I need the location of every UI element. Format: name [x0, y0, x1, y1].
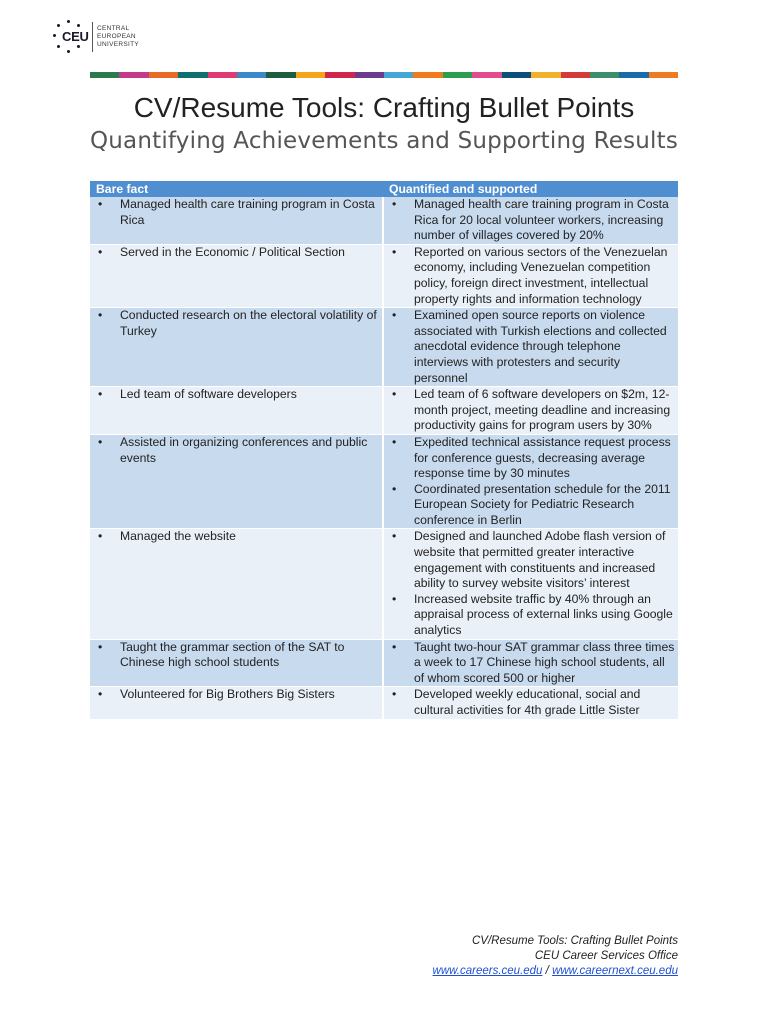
logo-line: UNIVERSITY: [97, 41, 140, 48]
table-row: [90, 434, 678, 529]
bullet-item: • Managed health care training program in Costa Rica for 20 local volunteer workers, increasing number of villages covered by 20%: [384, 197, 675, 244]
stripe-segment: [531, 72, 560, 78]
bullet-list: [90, 308, 379, 339]
stripe-segment: [237, 72, 266, 78]
bullet-list: [384, 687, 675, 718]
bullet-item: • Conducted research on the electoral volatility of Turkey: [90, 308, 379, 339]
bullet-list: [90, 529, 379, 545]
page-footer: [433, 934, 678, 979]
stripe-segment: [208, 72, 237, 78]
bullet-item: • Led team of software developers: [90, 387, 379, 403]
logo-line: EUROPEAN: [97, 33, 136, 40]
stripe-segment: [561, 72, 590, 78]
quantified-cell: [383, 308, 678, 387]
link-separator: /: [542, 965, 553, 977]
ceu-logo: [52, 20, 139, 54]
careernext-link[interactable]: www.careernext.ceu.edu: [552, 965, 678, 977]
bullet-item: • Managed health care training program in Costa Rica: [90, 197, 379, 228]
table-row: [90, 197, 678, 244]
bullet-item: • Designed and launched Adobe flash version of website that permitted greater interactive engagement with constituents and increased ability to survey website visitors’ interest: [384, 529, 675, 591]
bullet-list: [384, 640, 675, 687]
logo-university-name: [97, 25, 139, 49]
bullet-list: [384, 197, 675, 244]
bare-fact-cell: [90, 244, 383, 307]
bare-fact-cell: [90, 687, 383, 719]
stripe-segment: [325, 72, 354, 78]
stripe-segment: [90, 72, 119, 78]
careers-link[interactable]: www.careers.ceu.edu: [432, 965, 543, 977]
bullet-list: [90, 197, 379, 228]
ceu-logo-mark: [52, 20, 89, 54]
stripe-segment: [149, 72, 178, 78]
bullet-item: • Increased website traffic by 40% through an appraisal process of external links using Google analytics: [384, 592, 675, 639]
quantified-cell: [383, 529, 678, 639]
footer-office: CEU Career Services Office: [534, 950, 678, 962]
bare-fact-cell: [90, 529, 383, 639]
stripe-segment: [266, 72, 295, 78]
bullet-item: • Volunteered for Big Brothers Big Sisters: [90, 687, 379, 703]
bullet-item: • Reported on various sectors of the Venezuelan economy, including Venezuelan competition policy, foreign direct investment, intellectual property rights and information technology: [384, 245, 675, 307]
bullet-item: • Managed the website: [90, 529, 379, 545]
bare-fact-cell: [90, 308, 383, 387]
bullet-item: • Served in the Economic / Political Section: [90, 245, 379, 261]
bare-fact-cell: [90, 639, 383, 687]
bullet-item: • Developed weekly educational, social and cultural activities for 4th grade Little Sister: [384, 687, 675, 718]
bullet-item: • Expedited technical assistance request process for conference guests, decreasing average response time by 30 minutes: [384, 435, 675, 482]
bullet-item: • Assisted in organizing conferences and public events: [90, 435, 379, 466]
bullet-list: [384, 245, 675, 307]
bullet-list: [90, 687, 379, 703]
decorative-color-stripe: [90, 72, 678, 78]
bullet-item: • Coordinated presentation schedule for the 2011 European Society for Pediatric Research conference in Berlin: [384, 482, 675, 529]
page-title: CV/Resume Tools: Crafting Bullet Points: [133, 92, 635, 123]
logo-divider: [92, 22, 93, 52]
bullet-list: [90, 640, 379, 671]
logo-line: CENTRAL: [97, 25, 130, 32]
bullet-points-table: [90, 181, 678, 720]
stripe-segment: [119, 72, 148, 78]
bullet-list: [384, 435, 675, 529]
quantified-cell: [383, 244, 678, 307]
stripe-segment: [443, 72, 472, 78]
stripe-segment: [472, 72, 501, 78]
bullet-list: [384, 387, 675, 434]
bullet-item: • Examined open source reports on violence associated with Turkish elections and collected anecdotal evidence through telephone interviews with protesters and security personnel: [384, 308, 675, 386]
table-row: [90, 687, 678, 719]
quantified-cell: [383, 387, 678, 435]
table-header-row: [90, 181, 678, 197]
bare-fact-cell: [90, 387, 383, 435]
table-row: [90, 529, 678, 639]
bullet-list: [90, 435, 379, 466]
bullet-list: [90, 387, 379, 403]
table-row: [90, 244, 678, 307]
bullet-item: • Taught two-hour SAT grammar class three times a week to 17 Chinese high school students, all of whom scored 500 or higher: [384, 640, 675, 687]
column-header-bare-fact: Bare fact: [90, 181, 383, 197]
stripe-segment: [384, 72, 413, 78]
bare-fact-cell: [90, 197, 383, 244]
stripe-segment: [296, 72, 325, 78]
stripe-segment: [590, 72, 619, 78]
quantified-cell: [383, 434, 678, 529]
bullet-list: [90, 245, 379, 261]
stripe-segment: [502, 72, 531, 78]
bullet-list: [384, 308, 675, 386]
table-row: [90, 639, 678, 687]
stripe-segment: [649, 72, 678, 78]
quantified-cell: [383, 197, 678, 244]
bare-fact-cell: [90, 434, 383, 529]
bullet-list: [384, 529, 675, 638]
quantified-cell: [383, 687, 678, 719]
table-row: [90, 387, 678, 435]
bullet-item: • Led team of 6 software developers on $2m, 12-month project, meeting deadline and increasing productivity gains for program users by 30%: [384, 387, 675, 434]
stripe-segment: [619, 72, 648, 78]
stripe-segment: [413, 72, 442, 78]
quantified-cell: [383, 639, 678, 687]
footer-links: [433, 964, 678, 979]
page-subtitle: Quantifying Achievements and Supporting Results: [89, 128, 679, 154]
stripe-segment: [355, 72, 384, 78]
bullet-item: • Taught the grammar section of the SAT to Chinese high school students: [90, 640, 379, 671]
column-header-quantified: Quantified and supported: [383, 181, 678, 197]
footer-doc-title: CV/Resume Tools: Crafting Bullet Points: [471, 935, 678, 947]
stripe-segment: [178, 72, 207, 78]
table-row: [90, 308, 678, 387]
logo-abbr: CEU: [62, 29, 89, 44]
